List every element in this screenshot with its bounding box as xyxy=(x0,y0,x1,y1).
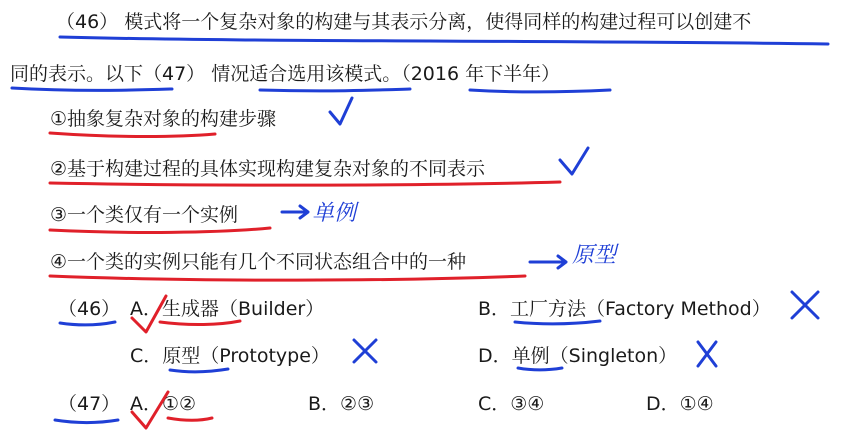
condition-2: ②基于构建过程的具体实现构建复杂对象的不同表示 xyxy=(50,158,486,180)
cross-q46-b xyxy=(792,292,818,318)
note-singleton: 单例 xyxy=(312,201,357,226)
q46-option-d: D．单例（Singleton） xyxy=(478,345,678,367)
blue-underline-q2a xyxy=(12,88,172,90)
condition-1: ①抽象复杂对象的构建步骤 xyxy=(50,108,277,130)
q46-option-b: B．工厂方法（Factory Method） xyxy=(478,298,771,320)
red-underline-c3 xyxy=(50,228,270,232)
red-underline-c4 xyxy=(50,276,525,280)
question-line-1: （46） 模式将一个复杂对象的构建与其表示分离，使得同样的构建过程可以创建不 xyxy=(56,11,752,33)
q47-label: （47） xyxy=(58,393,121,415)
blue-underline-singleton xyxy=(518,368,562,370)
condition-3: ③一个类仅有一个实例 xyxy=(50,204,239,226)
blue-underline-q1 xyxy=(60,37,828,44)
red-underline-q47-a xyxy=(168,418,212,420)
q47-option-d: D．①④ xyxy=(646,393,714,415)
red-underline-c1 xyxy=(50,133,215,137)
note-prototype: 原型 xyxy=(572,243,617,268)
underline-q47-label xyxy=(55,420,118,423)
q47-option-c: C．③④ xyxy=(478,393,545,415)
q46-option-a: A．生成器（Builder） xyxy=(130,298,325,320)
q46-label: （46） xyxy=(58,298,121,320)
arrow-c4 xyxy=(530,256,566,268)
blue-underline-prototype xyxy=(170,369,228,372)
q47-option-a: A．①② xyxy=(130,393,197,415)
q47-option-b: B．②③ xyxy=(308,393,375,415)
underline-q46-label xyxy=(60,322,115,325)
check-c2 xyxy=(560,148,588,174)
blue-underline-factory xyxy=(515,321,600,324)
question-line-2: 同的表示。以下（47） 情况适合选用该模式。（2016 年下半年） xyxy=(10,63,561,85)
condition-4: ④一个类的实例只能有几个不同状态组合中的一种 xyxy=(50,251,467,273)
q46-option-c: C．原型（Prototype） xyxy=(130,345,330,367)
red-underline-builder xyxy=(160,321,240,325)
blue-underline-q2b xyxy=(260,89,410,91)
red-underline-c2 xyxy=(50,182,560,185)
check-c1 xyxy=(330,98,352,124)
blue-underline-q2c xyxy=(470,90,610,92)
cross-q46-c xyxy=(354,340,376,362)
arrow-c3 xyxy=(282,206,308,218)
cross-q46-d xyxy=(698,342,716,366)
